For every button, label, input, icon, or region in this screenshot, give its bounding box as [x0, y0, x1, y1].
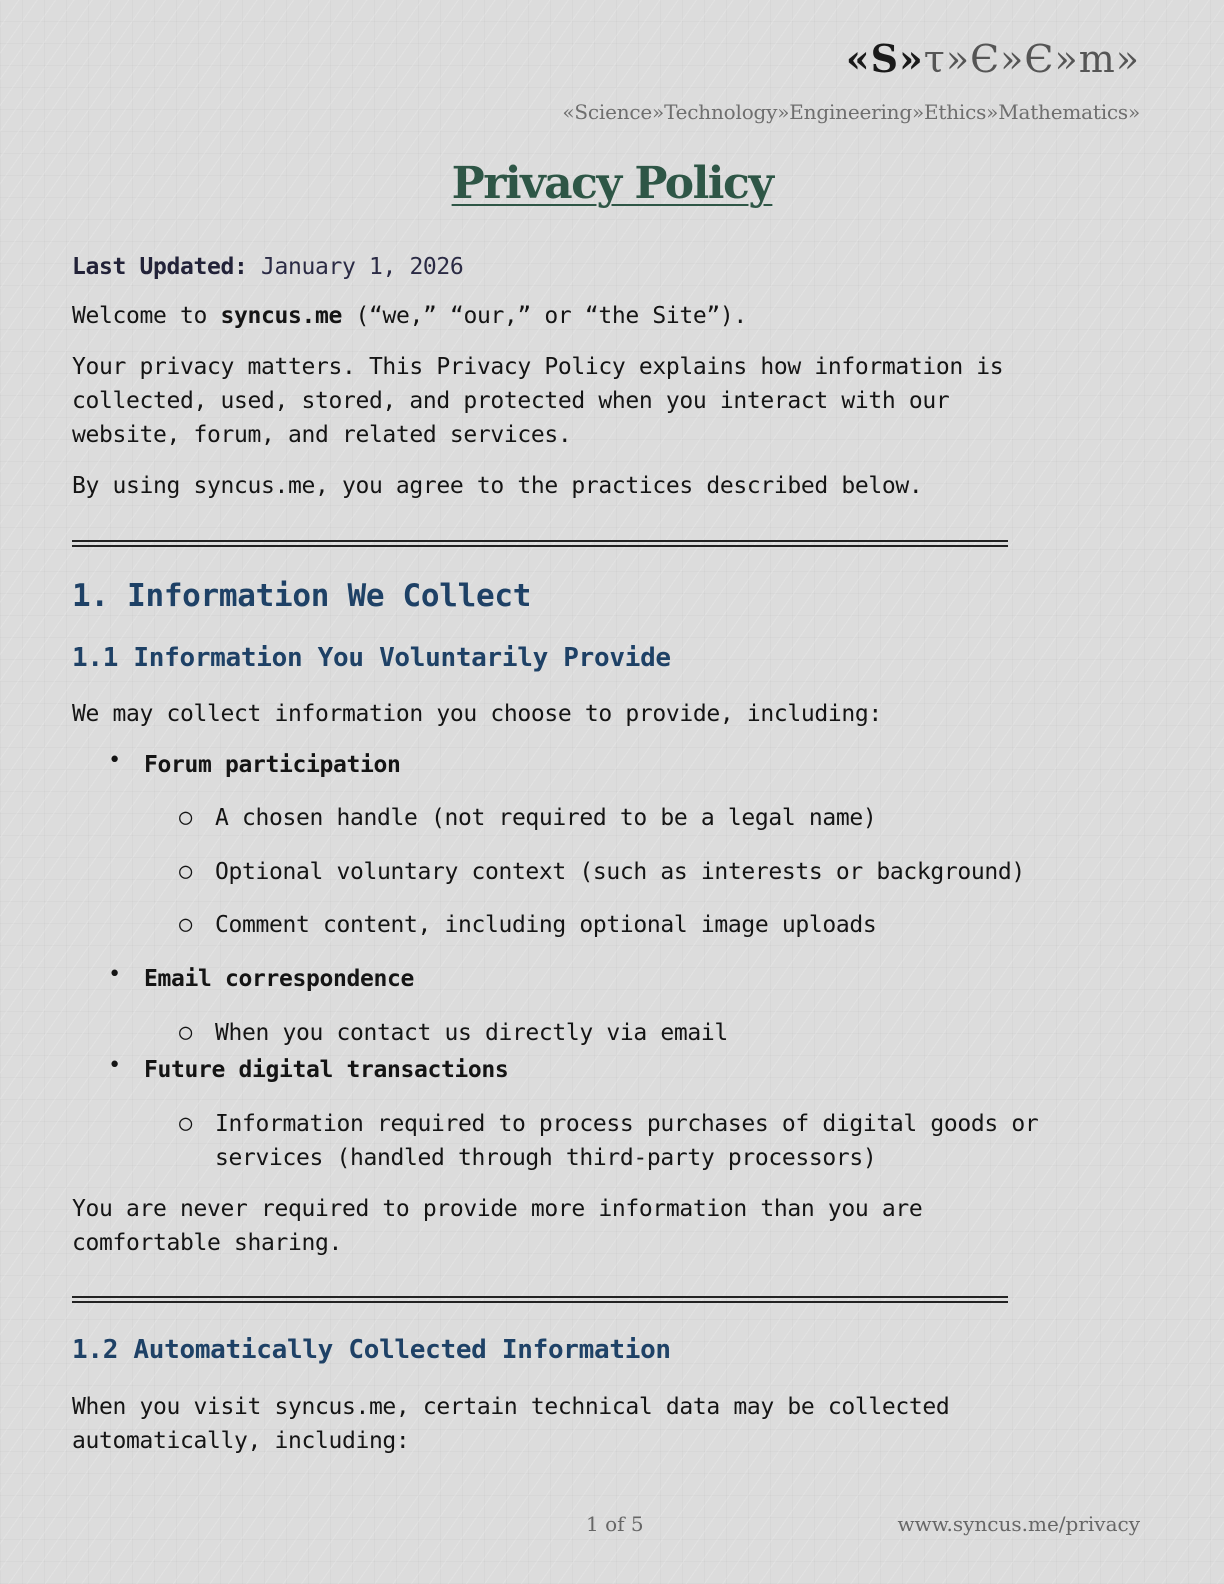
logo-initial: «S» [845, 36, 924, 81]
section-divider [72, 1296, 1008, 1303]
list-subitem [179, 1107, 1039, 1175]
circle-bullet-icon: ○ [179, 912, 192, 937]
list-subitem-text: Comment content, including optional image uploads [215, 912, 877, 938]
section-divider [72, 540, 1008, 547]
welcome-text-end: (“we,” “our,” or “the Site”). [341, 303, 747, 329]
circle-bullet-icon: ○ [179, 859, 192, 884]
circle-bullet-icon: ○ [179, 1111, 192, 1136]
paragraph-line: comfortable sharing. [72, 1230, 342, 1256]
logo-rest: τ»Є»Є»m» [923, 37, 1140, 81]
site-name: syncus.me [220, 303, 342, 329]
bullet-icon: • [108, 1053, 121, 1078]
subsection-heading: 1.1 Information You Voluntarily Provide [72, 643, 671, 673]
bullet-icon: • [108, 748, 121, 773]
list-subitem [179, 908, 877, 942]
site-logo [846, 36, 1140, 81]
welcome-paragraph [72, 299, 747, 333]
list-item-title: Future digital transactions [144, 1057, 509, 1083]
last-updated-label: Last Updated: [72, 254, 248, 280]
list-subitem [179, 855, 1025, 889]
welcome-text: Welcome to [72, 303, 221, 329]
section-heading: 1. Information We Collect [72, 578, 532, 614]
subsection-heading: 1.2 Automatically Collected Information [72, 1335, 671, 1365]
last-updated [72, 250, 463, 284]
bullet-icon: • [108, 962, 121, 987]
page-number: 1 of 5 [586, 1512, 644, 1536]
paragraph-line: automatically, including: [72, 1428, 410, 1454]
last-updated-date: January 1, 2026 [260, 254, 464, 280]
list-item-title: Forum participation [144, 752, 401, 778]
paragraph-line: You are never required to provide more information than you are [72, 1196, 923, 1222]
list-item [108, 962, 414, 996]
page-title: Privacy Policy [451, 158, 773, 209]
list-subitem-text: When you contact us directly via email [215, 1020, 728, 1046]
list-subitem-line: Information required to process purchases of digital goods or [215, 1111, 1039, 1137]
closing-paragraph [72, 1192, 922, 1260]
list-subitem-text: Optional voluntary context (such as interests or background) [215, 859, 1025, 885]
paragraph-line: When you visit syncus.me, certain technical data may be collected [72, 1394, 950, 1420]
footer-url: www.syncus.me/privacy [897, 1512, 1140, 1536]
circle-bullet-icon: ○ [179, 1020, 192, 1045]
agreement-paragraph: By using syncus.me, you agree to the practices described below. [72, 473, 923, 499]
paragraph-line: Your privacy matters. This Privacy Policy explains how information is [72, 354, 1004, 380]
subsection-lead [72, 1390, 949, 1458]
circle-bullet-icon: ○ [179, 805, 192, 830]
paragraph-line: website, forum, and related services. [72, 422, 572, 448]
subsection-lead: We may collect information you choose to provide, including: [72, 701, 882, 727]
list-item-title: Email correspondence [144, 966, 414, 992]
list-item [108, 1053, 509, 1087]
list-item [108, 748, 401, 782]
list-subitem [179, 801, 877, 835]
privacy-intro-paragraph [72, 350, 1003, 452]
list-subitem-text: A chosen handle (not required to be a legal name) [215, 805, 877, 831]
paragraph-line: collected, used, stored, and protected when you interact with our [72, 388, 950, 414]
list-subitem-line: services (handled through third-party processors) [215, 1145, 877, 1171]
list-subitem [179, 1016, 728, 1050]
site-tagline: «Science»Technology»Engineering»Ethics»Mathematics» [562, 100, 1140, 124]
